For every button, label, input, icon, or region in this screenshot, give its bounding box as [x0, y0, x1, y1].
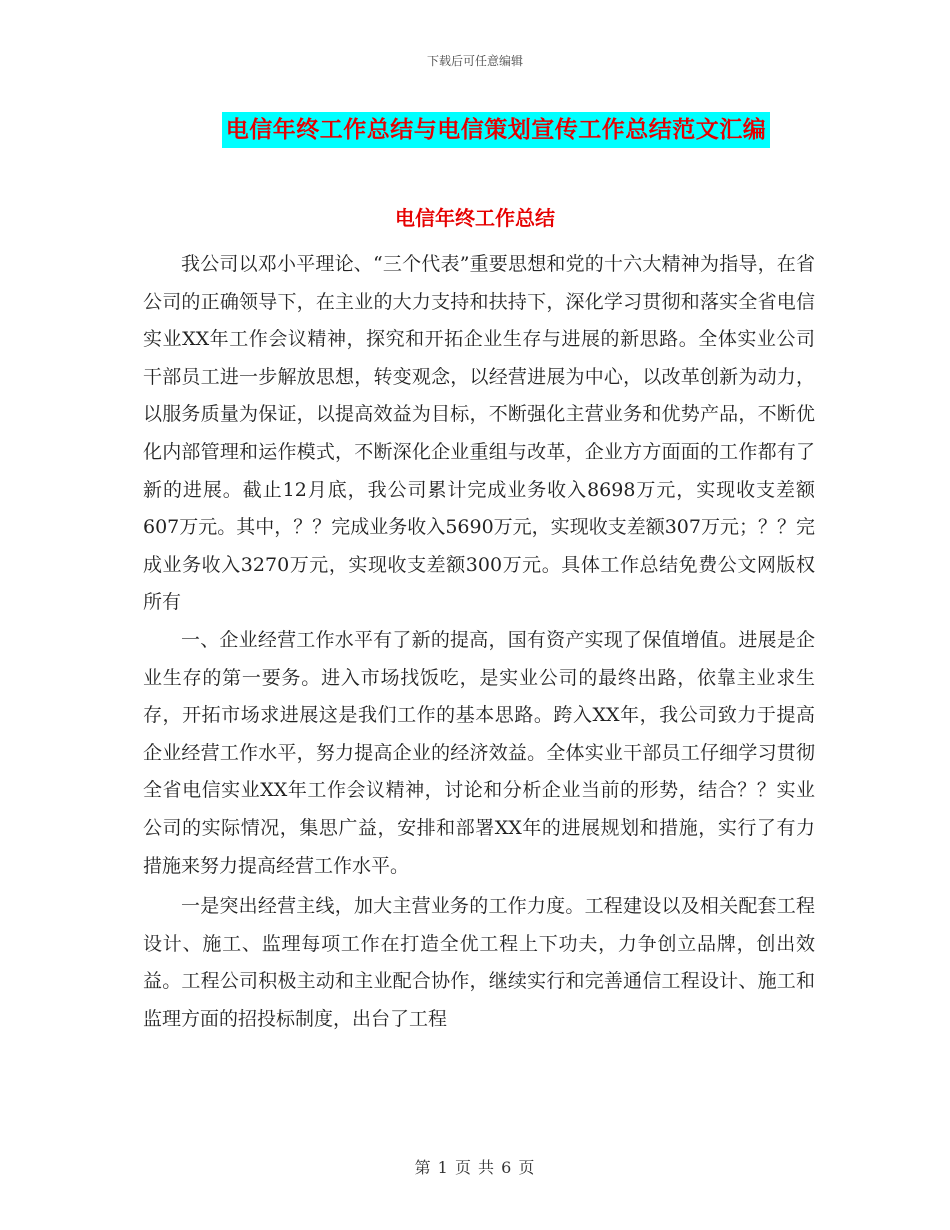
- document-title: 电信年终工作总结与电信策划宣传工作总结范文汇编: [222, 112, 771, 148]
- page-header-note: 下载后可任意编辑: [426, 54, 523, 68]
- document-title-container: [0, 112, 950, 148]
- paragraph-2: 一、企业经营工作水平有了新的提高，国有资产实现了保值增值。进展是企业生存的第一要务。进入市场找饭吃，是实业公司的最终出路，依靠主业求生存，开拓市场求进展这是我们工作的基本思路。跨入XX年，我公司致力于提高企业经营工作水平，努力提高企业的经济效益。全体实业干部员工仔细学习贯彻全省电信实业XX年工作会议精神，讨论和分析企业当前的形势，结合？？实业公司的实际情况，集思广益，安排和部署XX年的进展规划和措施，实行了有力措施来努力提高经营工作水平。: [143, 628, 815, 877]
- paragraph-1: 我公司以邓小平理论、“三个代表”重要思想和党的十六大精神为指导，在省公司的正确领导下，在主业的大力支持和扶持下，深化学习贯彻和落实全省电信实业XX年工作会议精神，探究和开拓企业生存与进展的新思路。全体实业公司干部员工进一步解放思想，转变观念，以经营进展为中心，以改革创新为动力，以服务质量为保证，以提高效益为目标，不断强化主营业务和优势产品，不断优化内部管理和运作模式，不断深化企业重组与改革，企业方方面面的工作都有了新的进展。截止12月底，我公司累计完成业务收入8698万元，实现收支差额607万元。其中，？？完成业务收入5690万元，实现收支差额307万元；？？完成业务收入3270万元，实现收支差额300万元。具体工作总结免费公文网版权所有: [143, 253, 815, 614]
- document-body: [143, 246, 815, 1038]
- section-title: 电信年终工作总结: [395, 206, 555, 230]
- paragraph-3: 一是突出经营主线，加大主营业务的工作力度。工程建设以及相关配套工程设计、施工、监理每项工作在打造全优工程上下功夫，力争创立品牌，创出效益。工程公司积极主动和主业配合协作，继续实行和完善通信工程设计、施工和监理方面的招投标制度，出台了工程: [143, 895, 815, 1030]
- page-footer-number: 第 1 页 共 6 页: [414, 1158, 536, 1177]
